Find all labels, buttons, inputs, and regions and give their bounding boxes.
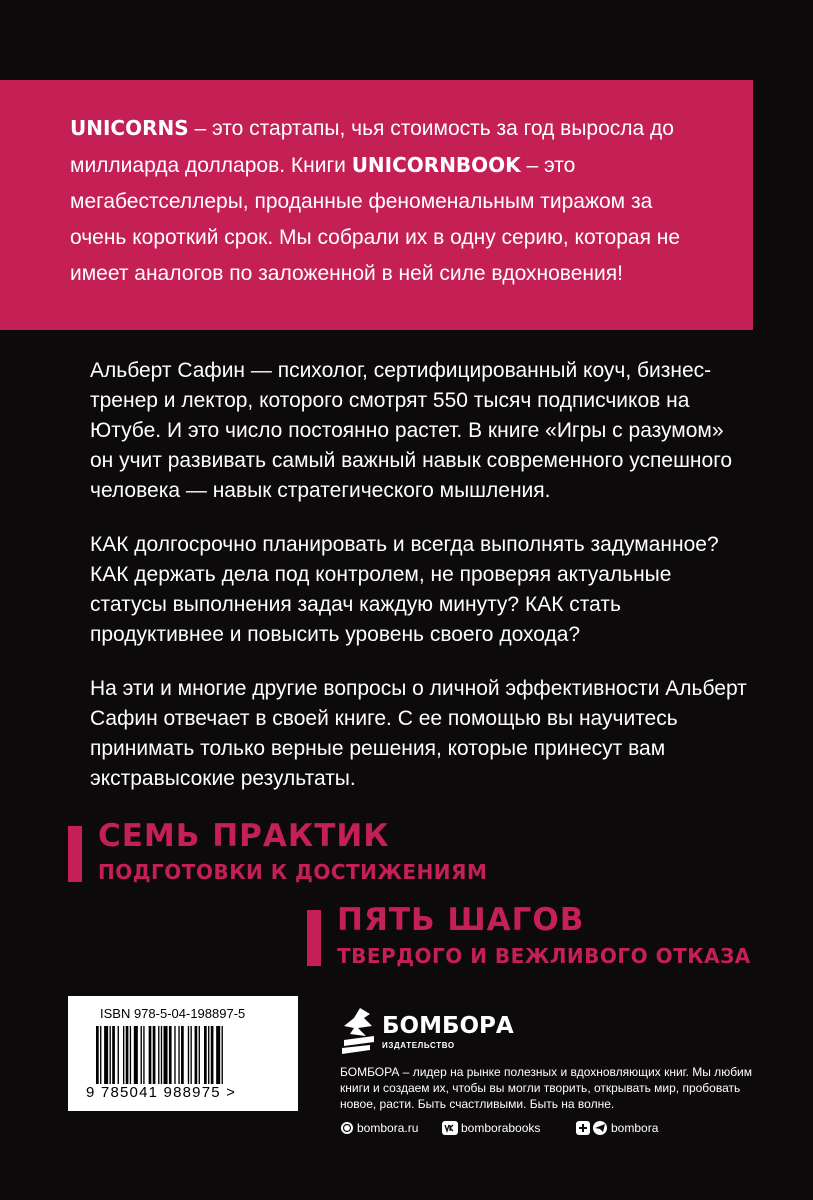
publisher-name: БОМБОРА [382,1013,514,1039]
plus-telegram-icon [576,1121,608,1135]
unicornbook-word: UNICORNBOOK [351,153,521,177]
publisher-subtitle: ИЗДАТЕЛЬСТВО [382,1041,455,1050]
vk-icon [442,1121,458,1135]
social-website[interactable] [340,1121,418,1135]
isbn-text: ISBN 978-5-04-198897-5 [100,1006,246,1021]
questions-paragraph: КАК долгосрочно планировать и всегда выполнять задуманное? КАК держать дела под контролем, не проверяя актуальные статусы выполнения задач каждую минуту? КАК стать продуктивнее и повысить уровень своего дохода? [90,533,719,646]
intro-text-part-1: – это стартапы, чья стоимость за год выросла до миллиарда долларов. Книги [70,117,674,177]
social-vk[interactable] [442,1121,540,1135]
accent-bar [307,910,321,966]
isbn-barcode [68,996,298,1111]
social-label: bomborabooks [461,1121,541,1135]
accent-bar [68,826,82,882]
social-label: bombora [611,1121,659,1135]
section-title: ПЯТЬ ШАГОВ [337,902,585,938]
section-subtitle: ПОДГОТОВКИ К ДОСТИЖЕНИЯМ [98,860,488,884]
bombora-logo-icon [340,1006,378,1056]
section-title: СЕМЬ ПРАКТИК [98,818,390,854]
section-subtitle: ТВЕРДОГО И ВЕЖЛИВОГО ОТКАЗА [337,944,751,968]
globe-icon [340,1121,354,1135]
ean-digits: 9 785041 988975 > [86,1084,237,1101]
publisher-description: БОМБОРА – лидер на рынке полезных и вдохновляющих книг. Мы любим книги и создаем их, чтобы вы могли творить, открывать мир, пробовать новое, расти. Быть счастливыми. Быть на волне. [340,1065,753,1111]
answers-paragraph: На эти и многие другие вопросы о личной эффективности Альберт Сафин отвечает в своей книге. С ее помощью вы научитесь принимать только верные решения, которые принесут вам экстравысокие результаты. [90,677,747,790]
author-description: Альберт Сафин — психолог, сертифицированный коуч, бизнес-тренер и лектор, которого смотрят 550 тысяч подписчиков на Ютубе. И это число постоянно растет. В книге «Игры с разумом» он учит развивать самый важный навык современного успешного человека — навык стратегического мышления. [90,359,733,502]
unicorns-word: UNICORNS [70,116,189,140]
series-intro-text [70,110,713,292]
series-intro-box [0,80,753,330]
social-telegram[interactable] [576,1121,658,1135]
social-label: bombora.ru [357,1121,419,1135]
barcode-bars [96,1026,270,1084]
intro-text-part-2: – это мегабестселлеры, проданные феноменальным тиражом за очень короткий срок. Мы собрали их в одну серию, которая не имеет аналогов по заложенной в ней силе вдохновения! [70,154,681,285]
